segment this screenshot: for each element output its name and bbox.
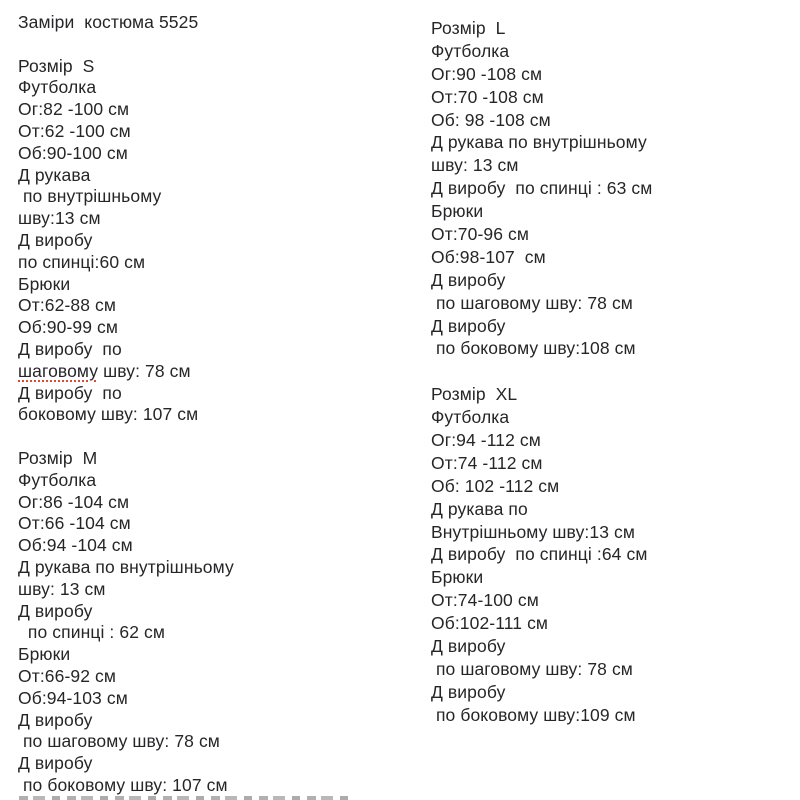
text-line: От:70-96 см — [431, 224, 529, 245]
text-line: боковому шву: 107 см — [18, 404, 199, 425]
text-line: по шаговому шву: 78 см — [18, 731, 220, 752]
text-line: по шаговому шву: 78 см — [431, 292, 633, 313]
text-line: Футболка — [18, 77, 97, 98]
text-line: Д виробу — [18, 600, 93, 621]
text-line: Д виробу — [18, 229, 93, 250]
blank-line — [18, 426, 234, 448]
text-line: Брюки — [18, 644, 71, 665]
text-line: по боковому шву:109 см — [431, 704, 636, 725]
size-s-header: Розмір S — [18, 55, 95, 76]
text-line: Д виробу по спинці : 63 см — [431, 178, 653, 199]
text-line: От:74-100 см — [431, 590, 539, 611]
text-line: Внутрішньому шву:13 см — [431, 521, 635, 542]
text-line: Ог:86 -104 см — [18, 491, 130, 512]
text-line: Брюки — [18, 273, 71, 294]
text-line: Д виробу по спинці :64 см — [431, 544, 648, 565]
text-line: Об:90-99 см — [18, 317, 118, 338]
text-line: Д рукава по внутрішньому — [18, 556, 234, 577]
text-line: От:66-92 см — [18, 665, 116, 686]
text-line: Брюки — [431, 201, 484, 222]
cutoff-text-line — [19, 796, 349, 800]
text-line: От:70 -108 см — [431, 86, 544, 107]
size-l-header: Розмір L — [431, 18, 506, 38]
document-title: Заміри костюма 5525 — [18, 12, 199, 32]
text-line: Футболка — [18, 469, 97, 490]
text-line: Д виробу — [431, 636, 506, 657]
text-line: Д рукава — [18, 164, 91, 185]
text-line: Об:98-107 см — [431, 246, 546, 267]
text-line: Об:94 -104 см — [18, 535, 133, 556]
text-line: Д виробу по — [18, 338, 122, 359]
text-line: От:62 -100 см — [18, 120, 131, 141]
text-line: От:74 -112 см — [431, 452, 543, 473]
text-line: Д виробу — [431, 681, 506, 702]
text-line: Об:94-103 см — [18, 687, 128, 708]
text-line: Д виробу — [18, 709, 93, 730]
text-line: Об:102-111 см — [431, 613, 549, 634]
text-line: по спинці:60 см — [18, 251, 146, 272]
spellcheck-underlined-word: шаговому — [18, 360, 99, 381]
text-line: Д виробу по — [18, 382, 122, 403]
text-line: по спинці : 62 см — [18, 622, 165, 643]
blank-line — [431, 360, 652, 383]
text-line: Д виробу — [431, 269, 506, 290]
text-line: шву: 13 см — [431, 155, 519, 176]
text-line: От:62-88 см — [18, 295, 116, 316]
text-line: Футболка — [431, 407, 510, 428]
text-line: Д виробу — [18, 753, 93, 774]
text-line: Об: 102 -112 см — [431, 475, 560, 496]
text-line: Об:90-100 см — [18, 142, 128, 163]
text-line: Д виробу — [431, 315, 506, 336]
text-line: Ог:90 -108 см — [431, 63, 543, 84]
text-line: шву: 13 см — [18, 578, 106, 599]
left-text-column — [18, 12, 234, 797]
text-fragment: шву: 78 см — [98, 360, 191, 381]
text-line: От:66 -104 см — [18, 513, 131, 534]
text-line: Об: 98 -108 см — [431, 109, 551, 130]
text-line: по шаговому шву: 78 см — [431, 658, 633, 679]
size-m-header: Розмір M — [18, 447, 98, 468]
text-line: Д рукава по — [431, 498, 528, 519]
text-line: Футболка — [431, 40, 510, 61]
text-line: шву:13 см — [18, 208, 101, 229]
text-line: Д рукава по внутрішньому — [431, 132, 647, 153]
text-line: по боковому шву:108 см — [431, 338, 636, 359]
right-text-column — [431, 17, 652, 727]
text-line: по боковому шву: 107 см — [18, 774, 228, 795]
text-line: Ог:82 -100 см — [18, 99, 130, 120]
text-line: Ог:94 -112 см — [431, 430, 541, 451]
blank-line — [18, 34, 234, 56]
size-xl-header: Розмір XL — [431, 384, 518, 405]
spellchecked-line — [18, 361, 234, 383]
text-line: по внутрішньому — [18, 186, 162, 207]
text-line: Брюки — [431, 567, 484, 588]
